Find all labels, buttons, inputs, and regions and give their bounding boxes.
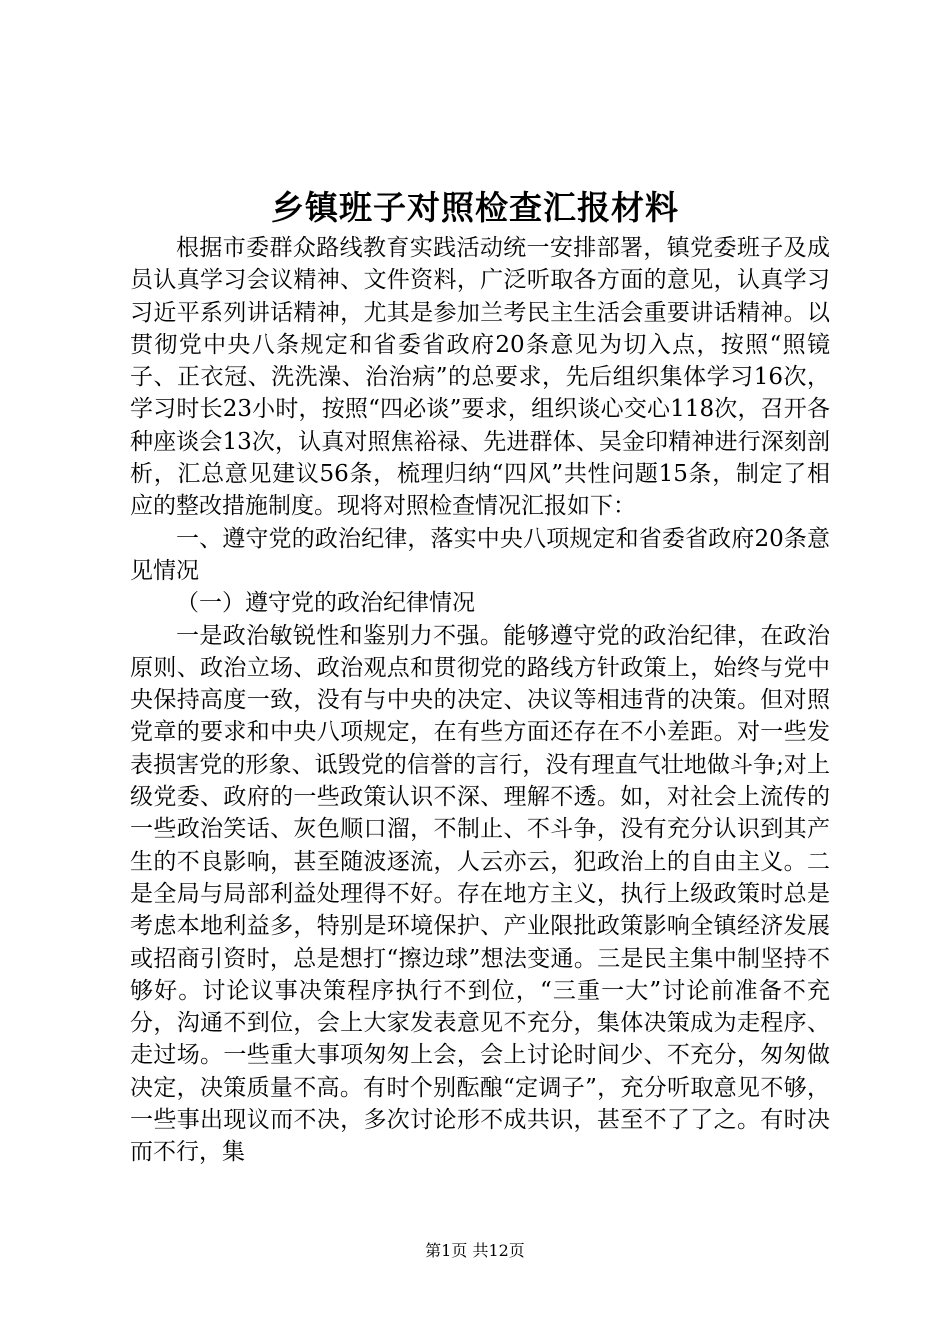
section-heading-1: 一、遵守党的政治纪律，落实中央八项规定和省委省政府20条意见情况: [130, 525, 830, 584]
subsection-heading-1: （一）遵守党的政治纪律情况: [176, 590, 475, 617]
paragraph-political-discipline: 一是政治敏锐性和鉴别力不强。能够遵守党的政治纪律，在政治原则、政治立场、政治观点和贯彻党的路线方针政策上，始终与党中央保持高度一致，没有与中央的决定、决议等相违背的决策。但对照党章的要求和中央八项规定，在有些方面还存在不小差距。对一些发表损害党的形象、诋毁党的信誉的言行，没有理直气壮地做斗争;对上级党委、政府的一些政策认识不深、理解不透。如，对社会上流传的一些政治笑话、灰色顺口溜，不制止、不斗争，没有充分认识到其产生的不良影响，甚至随波逐流，人云亦云，犯政治上的自由主义。二是全局与局部利益处理得不好。存在地方主义，执行上级政策时总是考虑本地利益多，特别是环境保护、产业限批政策影响全镇经济发展或招商引资时，总是想打“擦边球”想法变通。三是民主集中制坚持不够好。讨论议事决策程序执行不到位，“三重一大”讨论前准备不充分，沟通不到位，会上大家发表意见不充分，集体决策成为走程序、走过场。一些重大事项匆匆上会，会上讨论时间少、不充分，匆匆做决定，决策质量不高。有时个别酝酿“定调子”，充分听取意见不够，一些事出现议而不决，多次讨论形不成共识，甚至不了了之。有时决而不行，集: [130, 622, 830, 1166]
document-body: [130, 232, 830, 1169]
page-number: 第1页 共12页: [425, 1241, 525, 1260]
paragraph-intro: 根据市委群众路线教育实践活动统一安排部署，镇党委班子及成员认真学习会议精神、文件资料，广泛听取各方面的意见，认真学习习近平系列讲话精神，尤其是参加兰考民主生活会重要讲话精神。以贯彻党中央八条规定和省委省政府20条意见为切入点，按照“照镜子、正衣冠、洗洗澡、治治病”的总要求，先后组织集体学习16次，学习时长23小时，按照“四必谈”要求，组织谈心交心118次，召开各种座谈会13次，认真对照焦裕禄、先进群体、吴金印精神进行深刻剖析，汇总意见建议56条，梳理归纳“四风”共性问题15条，制定了相应的整改措施制度。现将对照检查情况汇报如下：: [130, 235, 830, 520]
document-title: 乡镇班子对照检查汇报材料: [271, 188, 679, 227]
